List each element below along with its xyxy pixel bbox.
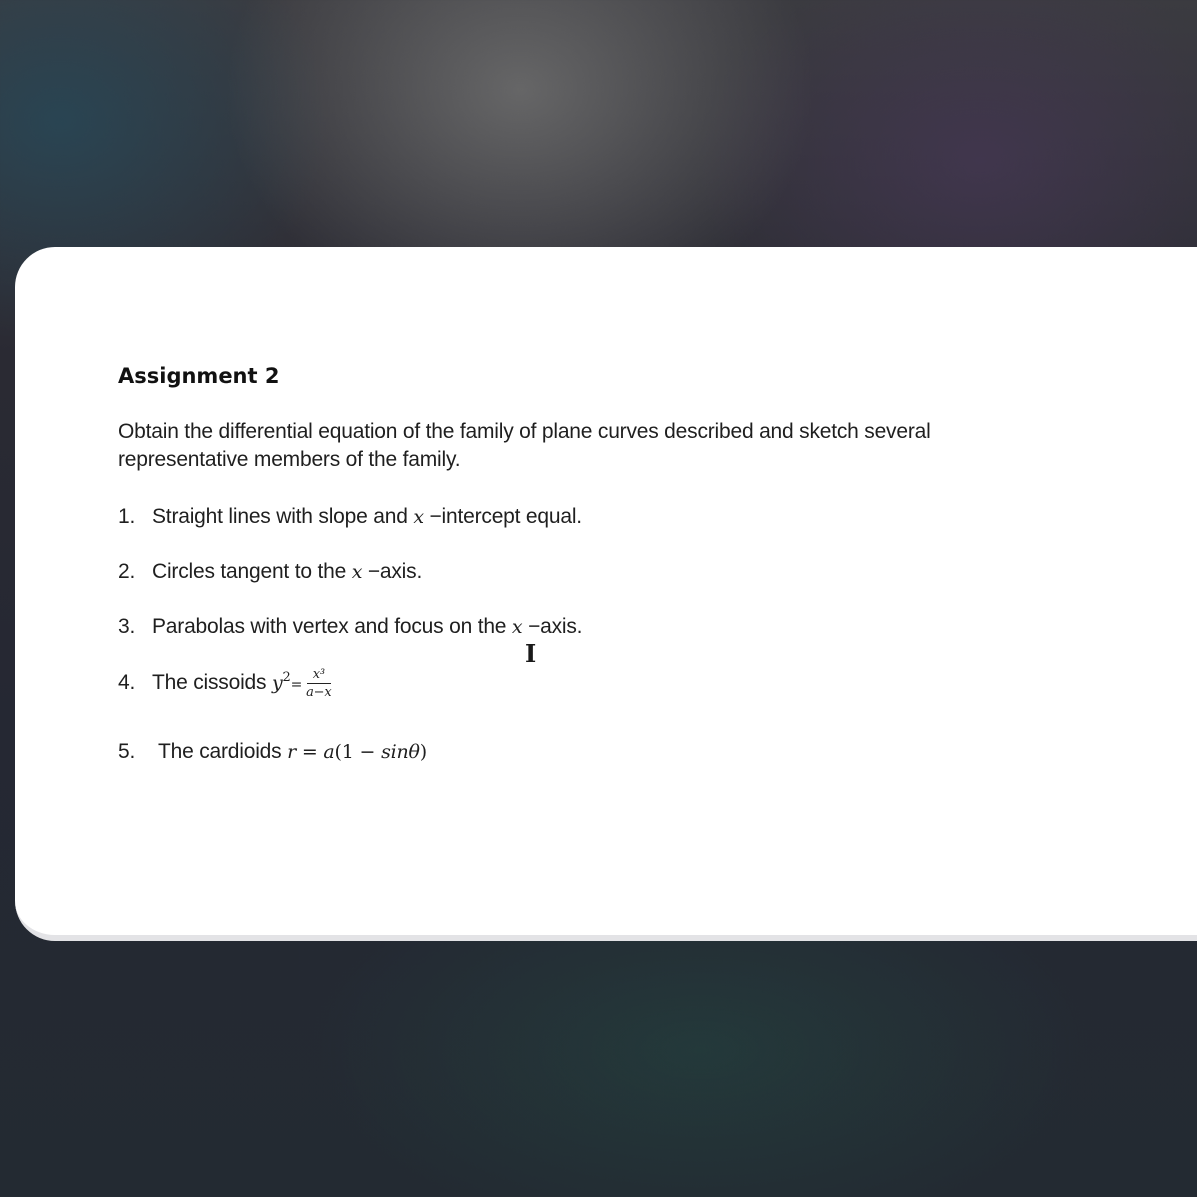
list-item <box>118 505 582 529</box>
math-fraction <box>306 667 331 700</box>
item-text: −intercept equal. <box>423 505 582 528</box>
list-number: 4. <box>118 671 136 695</box>
document-body <box>118 364 1078 763</box>
math-exponent: 2 <box>282 670 291 686</box>
list-number: 1. <box>118 505 136 528</box>
fraction-numerator: x³ <box>307 667 331 684</box>
math-equals: = <box>290 677 303 694</box>
math-paren: ) <box>419 741 427 763</box>
fraction-denominator: a−x <box>306 685 332 700</box>
item-text: −axis. <box>362 560 423 583</box>
math-expression: (1 − <box>334 741 382 763</box>
list-item <box>118 615 582 639</box>
math-variable: y <box>271 672 283 695</box>
item-text: Straight lines with slope and <box>152 505 414 528</box>
list-number: 5. <box>118 740 136 763</box>
math-variable: x <box>511 616 523 638</box>
list-item <box>118 560 422 584</box>
list-number: 2. <box>118 560 136 583</box>
math-variable: r <box>287 741 296 763</box>
document-intro: Obtain the differential equation of the family of plane curves described and sketch several representative members of the family. <box>118 420 931 471</box>
item-text: −axis. <box>522 615 583 638</box>
item-text: The cardioids <box>158 740 288 763</box>
document-card <box>15 247 1197 941</box>
item-text: The cissoids <box>152 671 272 695</box>
math-equals: = <box>296 741 324 763</box>
list-item <box>118 667 331 700</box>
document-title: Assignment 2 <box>118 364 280 388</box>
math-variable: x <box>413 506 424 528</box>
item-text: Circles tangent to the <box>152 560 352 583</box>
math-variable: a <box>323 741 335 763</box>
item-text: Parabolas with vertex and focus on the <box>152 615 512 638</box>
list-number: 3. <box>118 615 136 638</box>
math-variable: x <box>351 561 363 583</box>
text-cursor-icon: I <box>525 639 537 668</box>
list-item <box>118 740 427 764</box>
math-function: sinθ <box>381 741 420 763</box>
